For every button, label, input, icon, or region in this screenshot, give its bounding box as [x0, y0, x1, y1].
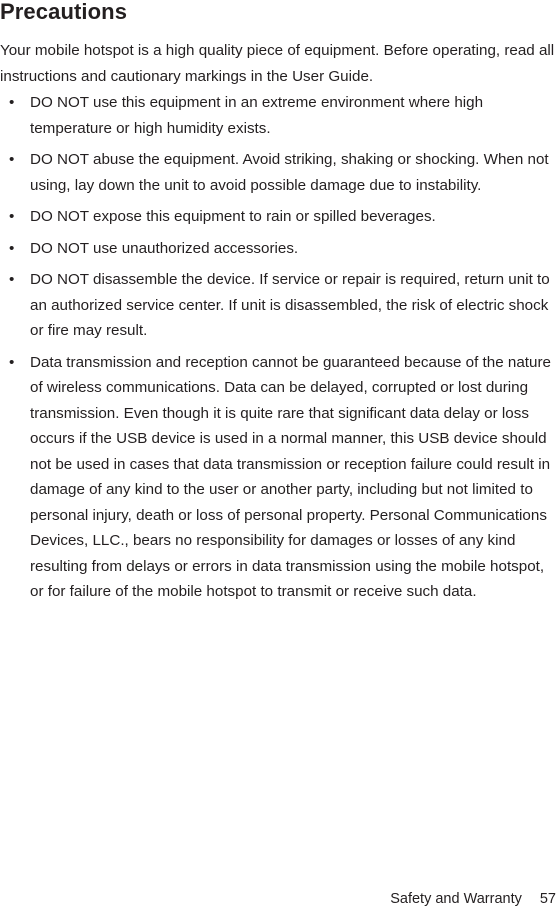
bullet-icon: • [9, 151, 15, 168]
list-item-text: DO NOT disassemble the device. If service or repair is required, return unit to an authorized service center. If unit is disassembled, the risk of electric shock or fire may result. [30, 271, 550, 339]
bullet-icon: • [9, 208, 15, 225]
page-title: Precautions [0, 0, 128, 24]
list-item-text: DO NOT abuse the equipment. Avoid striking, shaking or shocking. When not using, lay down the unit to avoid possible damage due to instability. [30, 151, 549, 194]
list-item [0, 236, 560, 262]
bullet-icon: • [9, 94, 15, 111]
bullet-icon: • [9, 239, 15, 257]
list-item-text: Data transmission and reception cannot be guaranteed because of the nature of wireless communications. Data can be delayed, corrupted or lost during transmission. Even though it is quite rare that significant data delay or loss occurs if the USB device is used in a normal manner, this USB device should not be used in cases that data transmission or reception failure could result in damage of any kind to the user or another party, including but not limited to personal injury, death or loss of personal property. Personal Communications Devices, LLC., bears no responsibility for damages or losses of any kind resulting from delays or errors in data transmission using the mobile hotspot, or for failure of the mobile hotspot to transmit or receive such data. [30, 353, 551, 600]
page-number: 57 [539, 891, 556, 907]
bullet-icon: • [9, 271, 15, 288]
list-item [0, 147, 560, 198]
list-item [0, 90, 560, 141]
list-item-text: DO NOT use unauthorized accessories. [30, 239, 299, 257]
list-item-text: DO NOT use this equipment in an extreme environment where high temperature or high humidity exists. [30, 94, 484, 137]
intro-paragraph: Your mobile hotspot is a high quality piece of equipment. Before operating, read all instructions and cautionary markings in the User Guide. [0, 42, 555, 85]
list-item [0, 204, 560, 230]
precautions-list [0, 90, 560, 611]
list-item [0, 350, 560, 605]
page-footer [390, 890, 556, 908]
list-item [0, 267, 560, 344]
list-item-text: DO NOT expose this equipment to rain or spilled beverages. [30, 208, 436, 225]
bullet-icon: • [9, 353, 15, 371]
footer-section-title: Safety and Warranty [390, 891, 522, 907]
